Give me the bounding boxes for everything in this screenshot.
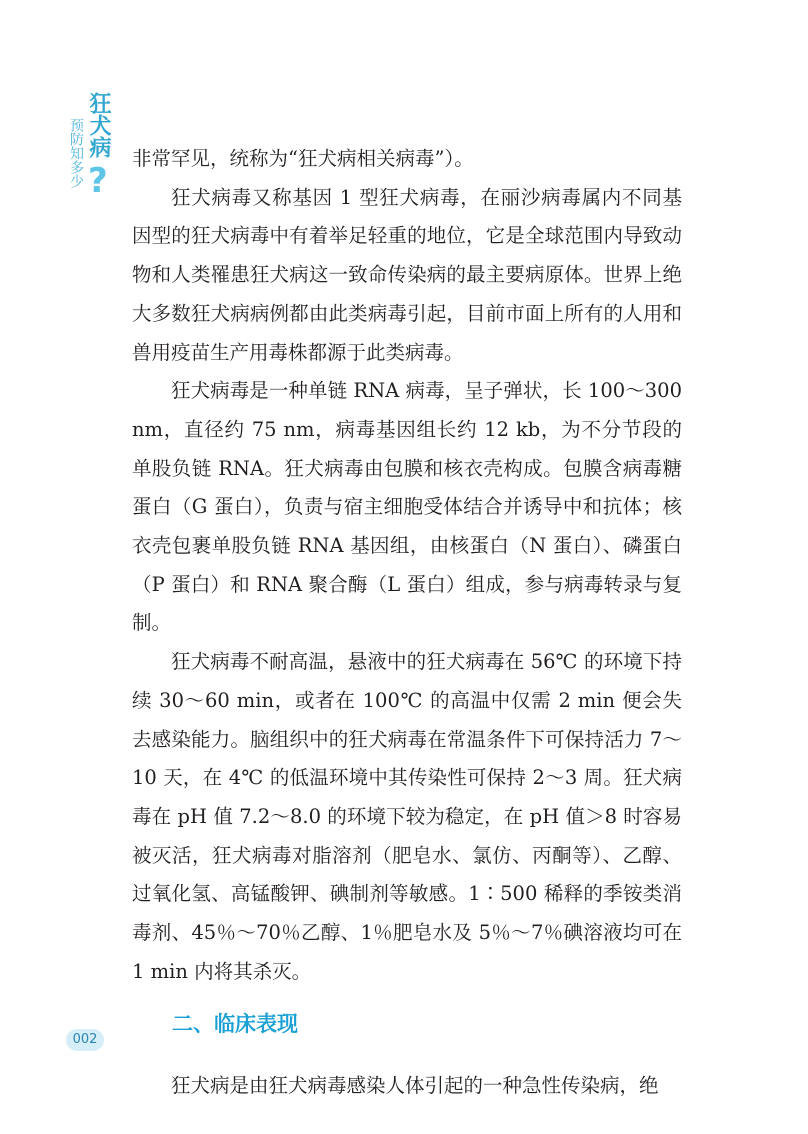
brand-title: 狂犬病 [86, 92, 111, 158]
paragraph-virus-structure: 狂犬病毒是一种单链 RNA 病毒，呈子弹状，长 100～300 nm，直径约 75 nm，病毒基因组长约 12 kb，为不分节段的单股负链 RNA。狂犬病毒由包膜和核衣壳构成。包膜含病毒糖蛋白（G 蛋白），负责与宿主细胞受体结合并诱导中和抗体；核衣壳包裹单股负链 RNA 基因组，由核蛋白（N 蛋白）、磷蛋白（P 蛋白）和 RNA 聚合酶（L 蛋白）组成，参与病毒转录与复制。 [132, 379, 682, 635]
page-number-badge: 002 [66, 1029, 104, 1051]
paragraph-clinical: 狂犬病是由狂犬病毒感染人体引起的一种急性传染病，绝 [171, 1074, 659, 1098]
paragraph-virus-type: 狂犬病毒又称基因 1 型狂犬病毒，在丽沙病毒属内不同基因型的狂犬病毒中有着举足轻重的地位，它是全球范围内导致动物和人类罹患狂犬病这一致命传染病的最主要病原体。世界上绝大多数狂犬病病例都由此类病毒引起，目前市面上所有的人用和兽用疫苗生产用毒株都源于此类病毒。 [132, 185, 682, 364]
page-body [132, 140, 682, 1106]
paragraph-virus-resistance: 狂犬病毒不耐高温，悬液中的狂犬病毒在 56℃ 的环境下持续 30～60 min，或者在 100℃ 的高温中仅需 2 min 便会失去感染能力。脑组织中的狂犬病毒在常温条件下可保持活力 7～10 天，在 4℃ 的低温环境中其传染性可保持 2～3 周。狂犬病毒在 pH 值 7.2～8.0 的环境下较为稳定，在 pH 值＞8 时容易被灭活，狂犬病毒对脂溶剂（肥皂水、氯仿、丙酮等）、乙醇、过氧化氢、高锰酸钾、碘制剂等敏感。1∶500 稀释的季铵类消毒剂、45％～70％乙醇、1％肥皂水及 5％～7％碘溶液均可在 1 min 内将其杀灭。 [132, 650, 682, 983]
book-brand [66, 92, 118, 212]
section-heading: 二、临床表现 [172, 1012, 298, 1037]
paragraph-continued: 非常罕见，统称为“狂犬病相关病毒”）。 [132, 147, 474, 170]
brand-subtitle: 预防知多少 [68, 118, 84, 188]
question-mark-icon: ? [88, 161, 108, 201]
